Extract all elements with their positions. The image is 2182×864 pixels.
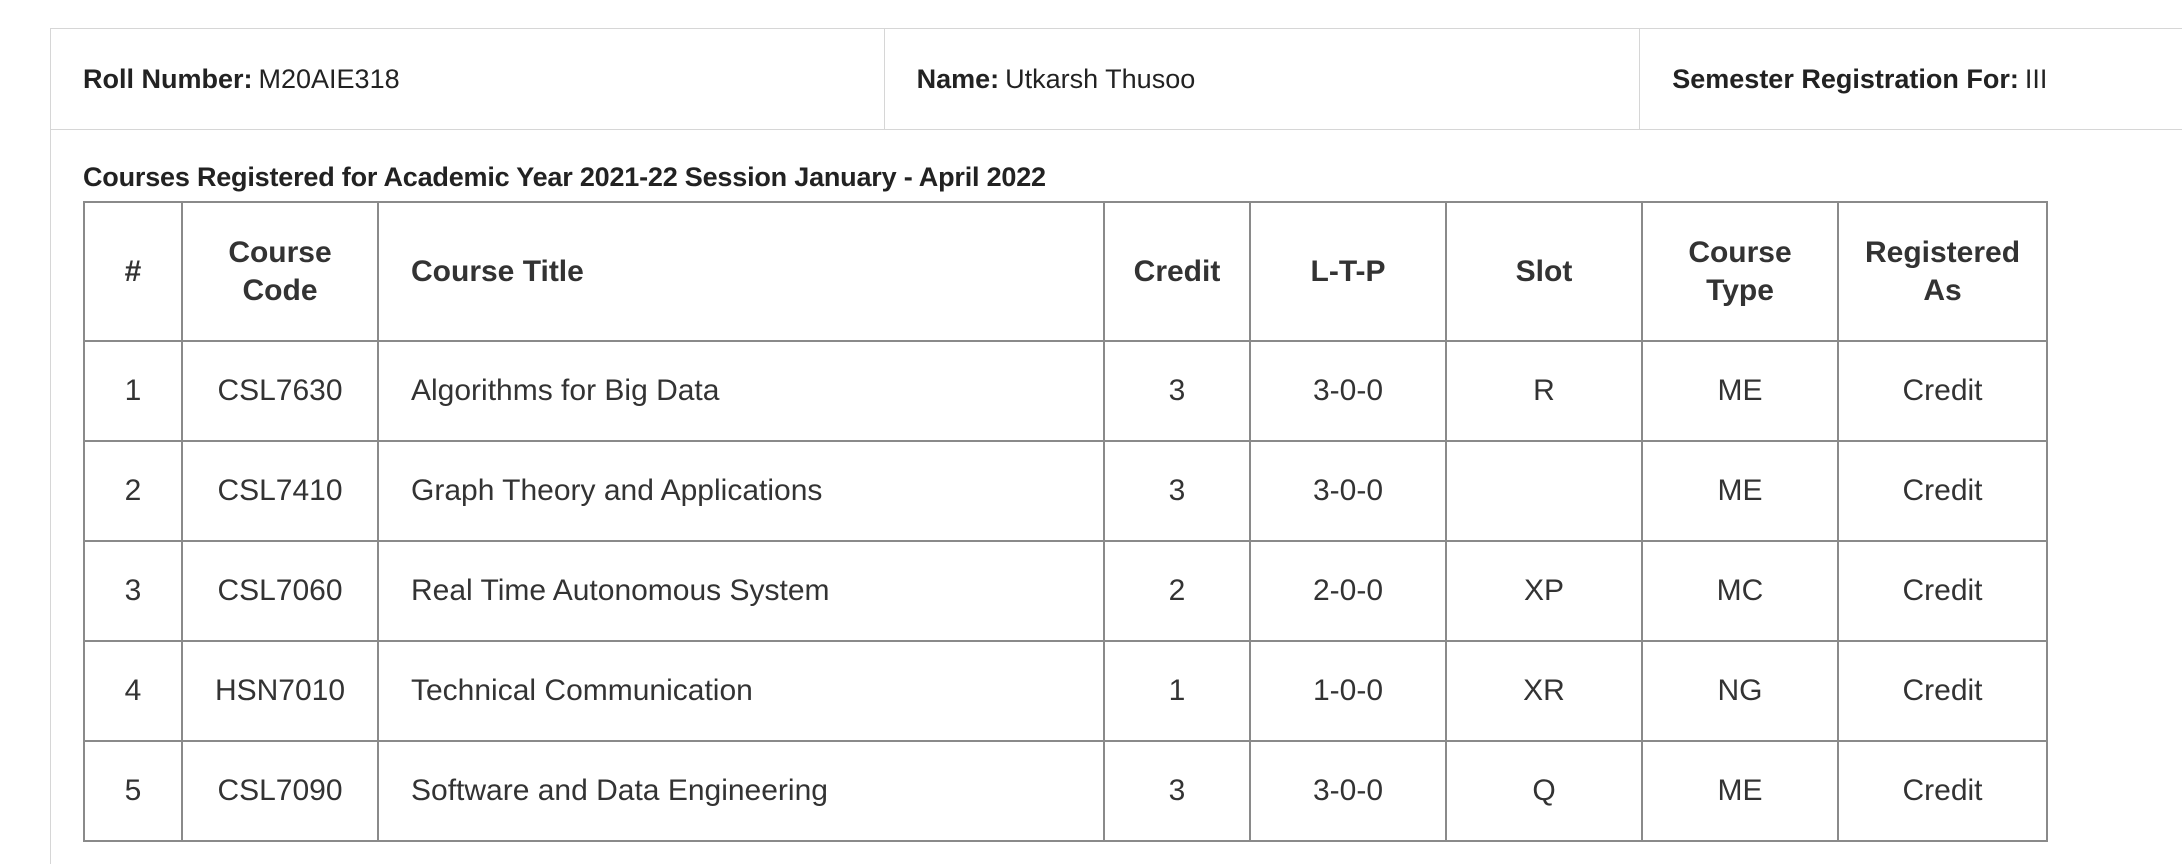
cell-slot: XP xyxy=(1446,541,1642,641)
cell-credit: 3 xyxy=(1104,741,1250,841)
cell-course-type: ME xyxy=(1642,441,1838,541)
cell-slot xyxy=(1446,441,1642,541)
header-registered-as: Registered As xyxy=(1838,202,2047,341)
cell-ltp: 3-0-0 xyxy=(1250,341,1446,441)
cell-course-title: Software and Data Engineering xyxy=(378,741,1104,841)
cell-index: 5 xyxy=(84,741,182,841)
semester-cell xyxy=(1640,29,2182,129)
header-ltp: L-T-P xyxy=(1250,202,1446,341)
header-index: # xyxy=(84,202,182,341)
roll-number-label: Roll Number: xyxy=(83,63,253,94)
header-credit: Credit xyxy=(1104,202,1250,341)
cell-course-code: HSN7010 xyxy=(182,641,378,741)
cell-ltp: 1-0-0 xyxy=(1250,641,1446,741)
student-info-row xyxy=(51,29,2182,130)
cell-course-type: ME xyxy=(1642,341,1838,441)
cell-ltp: 2-0-0 xyxy=(1250,541,1446,641)
cell-credit: 1 xyxy=(1104,641,1250,741)
cell-registered-as: Credit xyxy=(1838,441,2047,541)
cell-slot: R xyxy=(1446,341,1642,441)
cell-course-title: Technical Communication xyxy=(378,641,1104,741)
name-label: Name: xyxy=(916,63,1000,94)
cell-credit: 3 xyxy=(1104,341,1250,441)
cell-ltp: 3-0-0 xyxy=(1250,741,1446,841)
semester-value: III xyxy=(2024,63,2048,94)
cell-course-code: CSL7060 xyxy=(182,541,378,641)
cell-course-type: NG xyxy=(1642,641,1838,741)
table-row xyxy=(84,741,2047,841)
header-slot: Slot xyxy=(1446,202,1642,341)
cell-course-title: Algorithms for Big Data xyxy=(378,341,1104,441)
cell-course-code: CSL7410 xyxy=(182,441,378,541)
cell-registered-as: Credit xyxy=(1838,741,2047,841)
header-course-title: Course Title xyxy=(378,202,1104,341)
cell-slot: XR xyxy=(1446,641,1642,741)
cell-ltp: 3-0-0 xyxy=(1250,441,1446,541)
table-row xyxy=(84,541,2047,641)
table-header-row xyxy=(84,202,2047,341)
header-course-type: Course Type xyxy=(1642,202,1838,341)
table-row xyxy=(84,441,2047,541)
section-title: Courses Registered for Academic Year 2021-22 Session January - April 2022 xyxy=(83,162,1046,192)
cell-course-title: Graph Theory and Applications xyxy=(378,441,1104,541)
cell-credit: 2 xyxy=(1104,541,1250,641)
courses-table xyxy=(83,201,2048,842)
cell-course-code: CSL7090 xyxy=(182,741,378,841)
cell-registered-as: Credit xyxy=(1838,641,2047,741)
name-cell xyxy=(885,29,1641,129)
cell-course-code: CSL7630 xyxy=(182,341,378,441)
cell-slot: Q xyxy=(1446,741,1642,841)
roll-number-value: M20AIE318 xyxy=(258,63,400,94)
name-value: Utkarsh Thusoo xyxy=(1005,63,1196,94)
cell-credit: 3 xyxy=(1104,441,1250,541)
cell-index: 2 xyxy=(84,441,182,541)
cell-course-type: ME xyxy=(1642,741,1838,841)
header-course-code: Course Code xyxy=(182,202,378,341)
table-row xyxy=(84,341,2047,441)
cell-registered-as: Credit xyxy=(1838,541,2047,641)
cell-index: 3 xyxy=(84,541,182,641)
roll-number-cell xyxy=(51,29,885,129)
semester-label: Semester Registration For: xyxy=(1672,63,2019,94)
table-row xyxy=(84,641,2047,741)
cell-index: 4 xyxy=(84,641,182,741)
registration-panel xyxy=(50,28,2182,864)
cell-index: 1 xyxy=(84,341,182,441)
cell-course-title: Real Time Autonomous System xyxy=(378,541,1104,641)
cell-registered-as: Credit xyxy=(1838,341,2047,441)
cell-course-type: MC xyxy=(1642,541,1838,641)
